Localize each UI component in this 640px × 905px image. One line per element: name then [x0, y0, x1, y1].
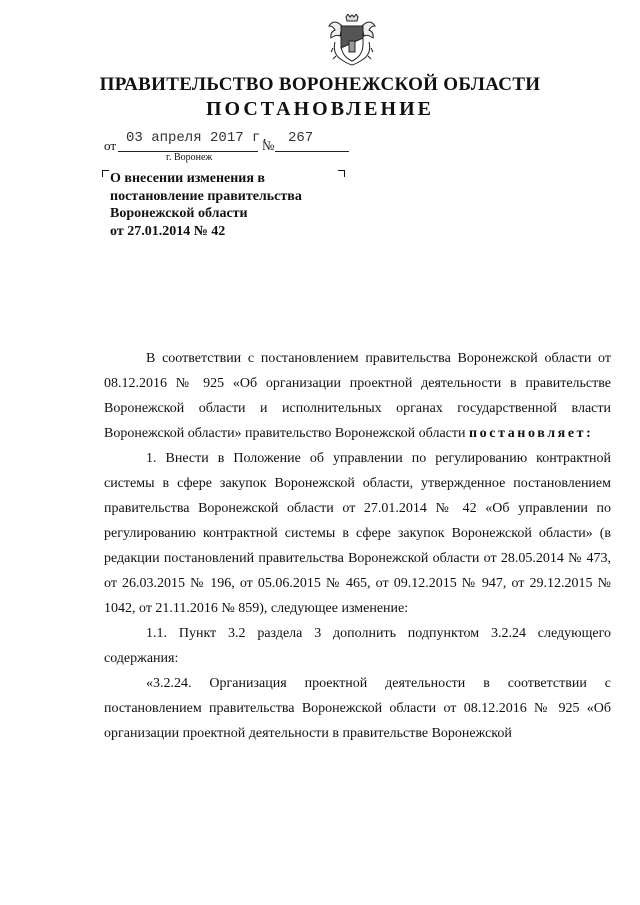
document-subject — [110, 170, 340, 240]
number-prefix: № — [262, 138, 275, 153]
subject-line: Воронежской области — [110, 206, 248, 221]
subject-line: О внесении изменения в — [110, 171, 265, 186]
date-value: 03 апреля 2017 г. — [126, 130, 269, 146]
item-1-1-paragraph: 1.1. Пункт 3.2 раздела 3 дополнить подпунктом 3.2.24 следующего содержания: — [104, 626, 611, 666]
item-3-2-24-paragraph: «3.2.24. Организация проектной деятельности в соответствии с постановлением правительства Воронежской области от 08.12.2016 № 925 «Об организации проектной деятельности в правительстве Воронежской — [104, 676, 611, 741]
document-type: ПОСТАНОВЛЕНИЕ — [206, 98, 434, 120]
preamble-text: В соответствии с постановлением правительства Воронежской области от 08.12.2016 № 925 «Об организации проектной деятельности в правительстве Воронежской области и исполнительных органах государственной власти Воронежской области» правительство Воронежской области — [104, 351, 611, 441]
coat-of-arms-emblem — [326, 14, 378, 68]
document-body — [104, 346, 611, 746]
resolves-word: постановляет: — [468, 426, 594, 441]
number-value: 267 — [288, 130, 314, 146]
organization-title: ПРАВИТЕЛЬСТВО ВОРОНЕЖСКОЙ ОБЛАСТИ — [99, 74, 541, 95]
subject-line: постановление правительства — [110, 188, 302, 204]
preamble-paragraph — [104, 346, 611, 446]
subject-corner-left — [102, 170, 109, 177]
number-line — [275, 150, 349, 152]
item-1-paragraph: 1. Внести в Положение об управлении по регулированию контрактной системы в сфере закупок Воронежской области, утвержденное постановлением правительства Воронежской области от 27.01.2014 № 42 «Об управлении по регулированию контрактной системы в сфере закупок Воронежской области» (в редакции постановлений правительства Воронежской области от 28.05.2014 № 473, от 26.03.2015 № 196, от 05.06.2015 № 465, от 09.12.2015 № 947, от 29.12.2015 № 1042, от 21.11.2016 № 859), следующее изменение: — [104, 451, 611, 616]
subject-line: от 27.01.2014 № 42 — [110, 223, 226, 239]
date-prefix: от — [104, 138, 117, 153]
city-label: г. Воронеж — [166, 152, 213, 163]
